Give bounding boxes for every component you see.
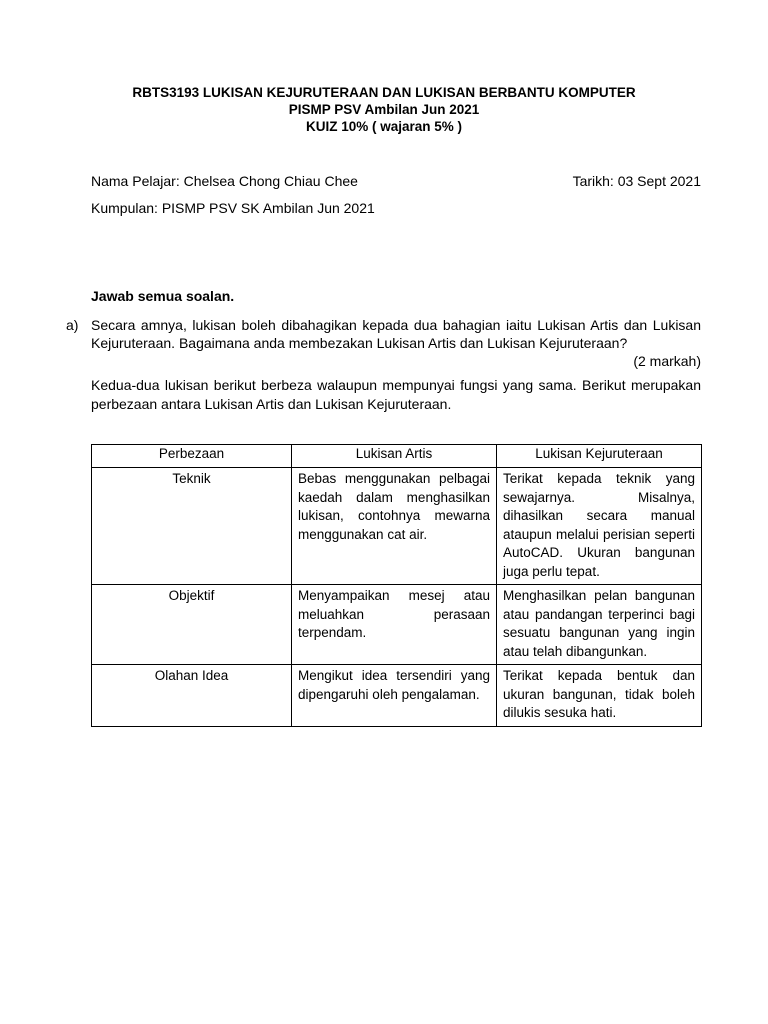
table-header-artis: Lukisan Artis	[292, 445, 497, 468]
submission-date: Tarikh: 03 Sept 2021	[572, 173, 701, 189]
table-header-kejuruteraan: Lukisan Kejuruteraan	[497, 445, 702, 468]
quiz-title: KUIZ 10% ( wajaran 5% )	[305, 119, 463, 134]
group-info-row	[91, 199, 701, 217]
table-row	[92, 665, 702, 727]
student-info-row	[91, 172, 701, 190]
student-name: Nama Pelajar: Chelsea Chong Chiau Chee	[91, 173, 358, 189]
question-marks: (2 markah)	[633, 353, 701, 369]
table-cell-aspect: Objektif	[92, 585, 292, 665]
table-cell-kejuruteraan: Terikat kepada bentuk dan ukuran bangunan, tidak boleh dilukis sesuka hati.	[497, 665, 702, 727]
student-group: Kumpulan: PISMP PSV SK Ambilan Jun 2021	[91, 200, 375, 216]
instruction-text: Jawab semua soalan.	[91, 288, 235, 304]
table-cell-aspect: Teknik	[92, 468, 292, 585]
answer-intro: Kedua-dua lukisan berikut berbeza walaupun mempunyai fungsi yang sama. Berikut merupakan perbezaan antara Lukisan Artis dan Lukisan Kejuruteraan.	[91, 377, 701, 412]
table-row	[92, 585, 702, 665]
table-cell-kejuruteraan: Menghasilkan pelan bangunan atau pandangan terperinci bagi sesuatu bangunan yang ingin atau telah dibangunkan.	[497, 585, 702, 665]
table-row	[92, 468, 702, 585]
table-cell-aspect: Olahan Idea	[92, 665, 292, 727]
comparison-table	[91, 444, 702, 727]
table-header-aspect: Perbezaan	[92, 445, 292, 468]
table-header-row	[92, 445, 702, 468]
question-text: Secara amnya, lukisan boleh dibahagikan kepada dua bahagian iaitu Lukisan Artis dan Lukisan Kejuruteraan. Bagaimana anda membezakan Lukisan Artis dan Lukisan Kejuruteraan?	[91, 317, 701, 351]
document-header	[0, 84, 768, 135]
table-cell-artis: Menyampaikan mesej atau meluahkan perasaan terpendam.	[292, 585, 497, 665]
table-cell-artis: Mengikut idea tersendiri yang dipengaruhi oleh pengalaman.	[292, 665, 497, 727]
program-title: PISMP PSV Ambilan Jun 2021	[288, 102, 480, 117]
question-number: a)	[66, 317, 79, 333]
course-title: RBTS3193 LUKISAN KEJURUTERAAN DAN LUKISAN BERBANTU KOMPUTER	[132, 85, 636, 100]
question-block	[66, 316, 701, 370]
table-cell-kejuruteraan: Terikat kepada teknik yang sewajarnya. Misalnya, dihasilkan secara manual ataupun melalui perisian seperti AutoCAD. Ukuran bangunan juga perlu tepat.	[497, 468, 702, 585]
table-cell-artis: Bebas menggunakan pelbagai kaedah dalam menghasilkan lukisan, contohnya mewarna menggunakan cat air.	[292, 468, 497, 585]
